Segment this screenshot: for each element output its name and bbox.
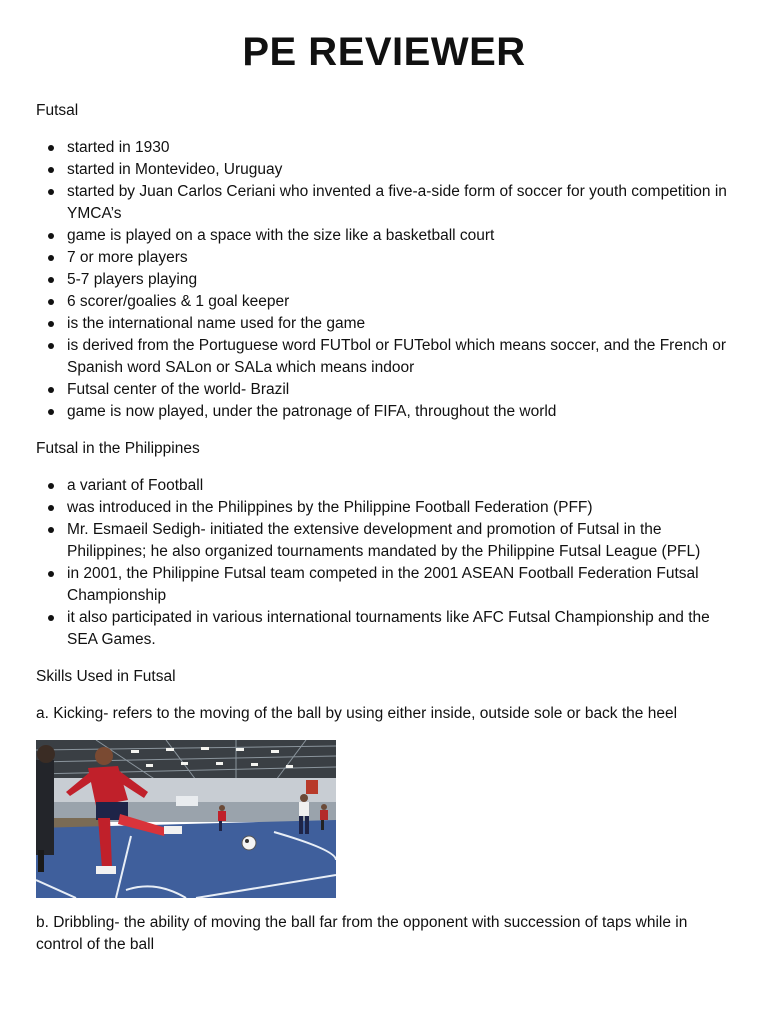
document-body [36,100,736,971]
list-item: game is played on a space with the size like a basketball court [67,225,736,247]
list-item: Futsal center of the world- Brazil [67,379,736,401]
list-item: 6 scorer/goalies & 1 goal keeper [67,291,736,313]
list-item: is derived from the Portuguese word FUTbol or FUTebol which means soccer, and the French or Spanish word SALon or SALa which means indoor [67,335,736,379]
list-item: it also participated in various international tournaments like AFC Futsal Championship and the SEA Games. [67,607,736,651]
section-heading-philippines: Futsal in the Philippines [36,440,200,457]
skill-dribbling-text: b. Dribbling- the ability of moving the ball far from the opponent with succession of taps while in control of the ball [36,914,688,953]
section-heading-futsal: Futsal [36,102,79,119]
bullet-icon [48,145,54,151]
bullet-icon [48,321,54,327]
skill-kicking-text: a. Kicking- refers to the moving of the ball by using either inside, outside sole or back the heel [36,705,678,722]
bullet-icon [48,615,54,621]
bullet-icon [48,299,54,305]
bullet-icon [48,255,54,261]
list-item: game is now played, under the patronage of FIFA, throughout the world [67,401,736,423]
list-item: a variant of Football [67,475,736,497]
list-item: started in Montevideo, Uruguay [67,159,736,181]
bullet-icon [48,233,54,239]
list-item: Mr. Esmaeil Sedigh- initiated the extensive development and promotion of Futsal in the Philippines; he also organized tournaments mandated by the Philippine Futsal League (PFL) [67,519,736,563]
futsal-facts-list [36,137,736,423]
list-item: 5-7 players playing [67,269,736,291]
page-title: PE REVIEWER [242,30,526,74]
bullet-icon [48,409,54,415]
bullet-icon [48,571,54,577]
bullet-icon [48,527,54,533]
bullet-icon [48,387,54,393]
list-item: started in 1930 [67,137,736,159]
philippines-facts-list [36,475,736,651]
list-item: is the international name used for the game [67,313,736,335]
bullet-icon [48,167,54,173]
list-item: was introduced in the Philippines by the Philippine Football Federation (PFF) [67,497,736,519]
bullet-icon [48,189,54,195]
bullet-icon [48,505,54,511]
list-item: started by Juan Carlos Ceriani who invented a five-a-side form of soccer for youth competition in YMCA’s [67,181,736,225]
futsal-kick-photo [36,740,336,898]
bullet-icon [48,277,54,283]
bullet-icon [48,343,54,349]
section-heading-skills: Skills Used in Futsal [36,668,176,685]
bullet-icon [48,483,54,489]
list-item: in 2001, the Philippine Futsal team competed in the 2001 ASEAN Football Federation Futsal Championship [67,563,736,607]
list-item: 7 or more players [67,247,736,269]
